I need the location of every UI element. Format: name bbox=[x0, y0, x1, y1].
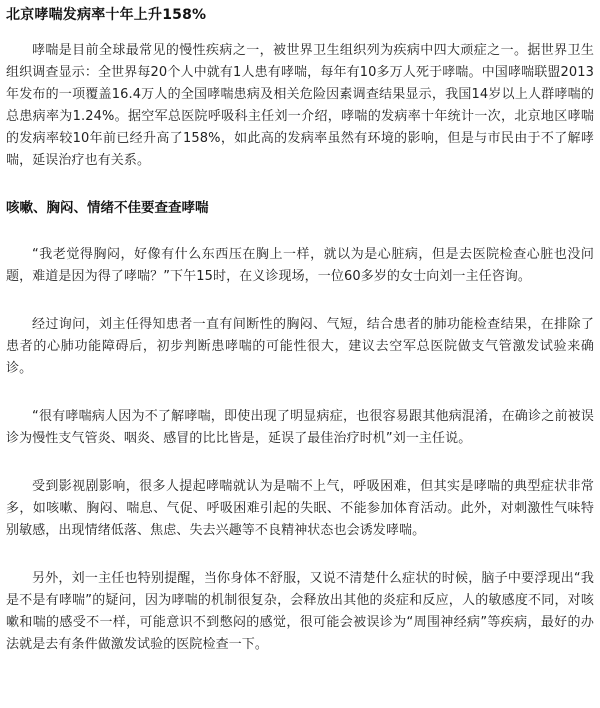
body-paragraph-3: “很有哮喘病人因为不了解哮喘，即使出现了明显病症，也很容易跟其他病混淆，在确诊之前被误诊为慢性支气管炎、咽炎、感冒的比比皆是，延误了最佳治疗时机”刘一主任说。 bbox=[6, 409, 594, 446]
intro-paragraph: 哮喘是目前全球最常见的慢性疾病之一，被世界卫生组织列为疾病中四大顽症之一。据世界卫生组织调查显示：全世界每20个人中就有1人患有哮喘，每年有10多万人死于哮喘。中国哮喘联盟2013年发布的一项覆盖16.4万人的全国哮喘患病及相关危险因素调查结果显示，我国14岁以上人群哮喘的总患病率为1.24%。据空军总医院呼吸科主任刘一介绍，哮喘的发病率十年统计一次，北京地区哮喘的发病率较10年前已经升高了158%，如此高的发病率虽然有环境的影响，但是与市民由于不了解哮喘，延误治疗也有关系。 bbox=[6, 43, 594, 168]
section-subheading: 咳嗽、胸闷、情绪不佳要查查哮喘 bbox=[6, 200, 209, 216]
article-title: 北京哮喘发病率十年上升158% bbox=[6, 7, 207, 23]
body-paragraph-2: 经过询问，刘主任得知患者一直有间断性的胸闷、气短，结合患者的肺功能检查结果，在排除了患者的心肺功能障碍后，初步判断患哮喘的可能性很大，建议去空军总医院做支气管激发试验来确诊。 bbox=[6, 317, 594, 376]
body-paragraph-4: 受到影视剧影响，很多人提起哮喘就认为是喘不上气，呼吸困难，但其实是哮喘的典型症状非常多，如咳嗽、胸闷、喘息、气促、呼吸困难引起的失眠、不能参加体育活动。此外，对刺激性气味特别敏感，出现情绪低落、焦虑、失去兴趣等不良精神状态也会诱发哮喘。 bbox=[6, 479, 594, 538]
body-paragraph-1: “我老觉得胸闷，好像有什么东西压在胸上一样，就以为是心脏病，但是去医院检查心脏也没问题，难道是因为得了哮喘？”下午15时，在义诊现场，一位60多岁的女士向刘一主任咨询。 bbox=[6, 247, 594, 284]
body-paragraph-5: 另外，刘一主任也特别提醒，当你身体不舒服，又说不清楚什么症状的时候，脑子中要浮现出“我是不是有哮喘”的疑问，因为哮喘的机制很复杂，会释放出其他的炎症和反应，人的敏感度不同，对咳嗽和喘的感受不一样，可能意识不到憋闷的感觉，很可能会被误诊为“周围神经病”等疾病，最好的办法就是去有条件做激发试验的医院检查一下。 bbox=[6, 571, 594, 652]
